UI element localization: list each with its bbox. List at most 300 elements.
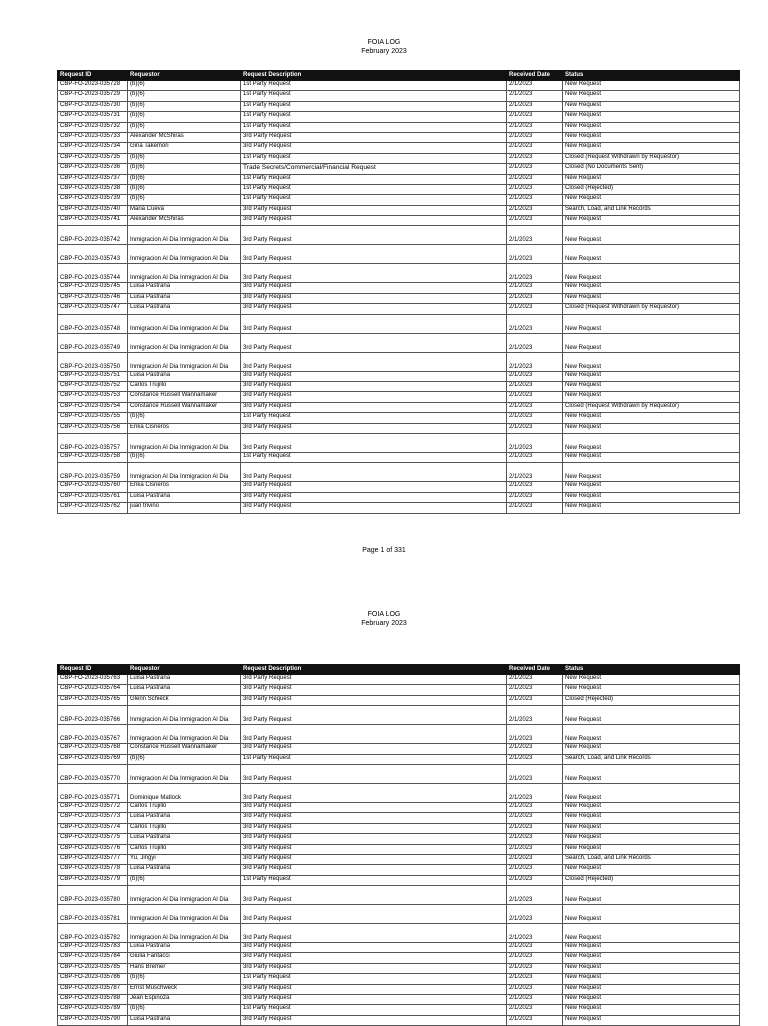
cell-request-description: 3rd Party Request: [241, 283, 507, 293]
cell-status: New Request: [563, 886, 740, 905]
cell-request-id: CBP-FO-2023-035750: [58, 352, 128, 371]
cell-request-description: 3rd Party Request: [241, 813, 507, 823]
cell-requestor: Constance Russell Wannamaker: [128, 744, 241, 754]
cell-status: New Request: [563, 174, 740, 184]
header-received-date: Received Date: [507, 665, 563, 675]
cell-request-id: CBP-FO-2023-035757: [58, 433, 128, 452]
cell-status: New Request: [563, 452, 740, 462]
table-row: [58, 744, 740, 754]
table-row: [58, 333, 740, 352]
cell-request-id: CBP-FO-2023-035789: [58, 1005, 128, 1015]
header-status: Status: [563, 665, 740, 675]
cell-request-description: 3rd Party Request: [241, 802, 507, 812]
table-row: [58, 754, 740, 764]
cell-received-date: 2/1/2023: [507, 492, 563, 502]
table-row: [58, 802, 740, 812]
cell-request-description: 3rd Party Request: [241, 333, 507, 352]
cell-requestor: Carlos Trujillo: [128, 382, 241, 392]
cell-received-date: 2/1/2023: [507, 823, 563, 833]
cell-status: Closed (Rejected): [563, 875, 740, 885]
cell-request-id: CBP-FO-2023-035742: [58, 226, 128, 245]
cell-requestor: (b)(6): [128, 875, 241, 885]
cell-request-description: 1st Party Request: [241, 174, 507, 184]
cell-request-description: 1st Party Request: [241, 974, 507, 984]
cell-request-id: CBP-FO-2023-035755: [58, 413, 128, 423]
cell-received-date: 2/1/2023: [507, 283, 563, 293]
cell-status: New Request: [563, 352, 740, 371]
cell-status: New Request: [563, 492, 740, 502]
table-row: [58, 725, 740, 744]
cell-received-date: 2/1/2023: [507, 195, 563, 205]
cell-request-id: CBP-FO-2023-035776: [58, 844, 128, 854]
cell-request-description: 3rd Party Request: [241, 764, 507, 783]
cell-request-id: CBP-FO-2023-035752: [58, 382, 128, 392]
cell-request-id: CBP-FO-2023-035765: [58, 695, 128, 705]
cell-requestor: Luisa Pastrana: [128, 685, 241, 695]
cell-status: Closed (Rejected): [563, 184, 740, 194]
log-title: FOIA LOG: [367, 611, 401, 618]
cell-request-description: 3rd Party Request: [241, 304, 507, 314]
table-row: [58, 482, 740, 492]
cell-status: New Request: [563, 813, 740, 823]
cell-request-description: 3rd Party Request: [241, 433, 507, 452]
cell-status: Search, Load, and Link Records: [563, 854, 740, 864]
header-request-description: Request Description: [241, 665, 507, 675]
cell-requestor: (b)(6): [128, 174, 241, 184]
table-row: [58, 865, 740, 875]
cell-requestor: Luisa Pastrana: [128, 492, 241, 502]
cell-received-date: 2/1/2023: [507, 205, 563, 215]
table-row: [58, 164, 740, 174]
table-row: [58, 953, 740, 963]
cell-received-date: 2/1/2023: [507, 844, 563, 854]
cell-received-date: 2/1/2023: [507, 164, 563, 174]
cell-request-description: 3rd Party Request: [241, 905, 507, 924]
cell-status: New Request: [563, 943, 740, 953]
cell-requestor: (b)(6): [128, 112, 241, 122]
cell-requestor: Dominique Matlock: [128, 783, 241, 802]
cell-request-description: 3rd Party Request: [241, 205, 507, 215]
cell-request-description: 3rd Party Request: [241, 132, 507, 142]
cell-requestor: Luisa Pastrana: [128, 1015, 241, 1025]
cell-status: New Request: [563, 264, 740, 283]
cell-status: New Request: [563, 823, 740, 833]
cell-request-description: 3rd Party Request: [241, 823, 507, 833]
cell-requestor: Luisa Pastrana: [128, 813, 241, 823]
cell-request-id: CBP-FO-2023-035779: [58, 875, 128, 885]
cell-request-description: 3rd Party Request: [241, 423, 507, 433]
table-row: [58, 304, 740, 314]
cell-request-id: CBP-FO-2023-035788: [58, 995, 128, 1005]
cell-request-description: 3rd Party Request: [241, 314, 507, 333]
cell-request-id: CBP-FO-2023-035731: [58, 112, 128, 122]
cell-requestor: Giulia Fantacci: [128, 953, 241, 963]
header-status: Status: [563, 71, 740, 81]
cell-requestor: Luisa Pastrana: [128, 371, 241, 381]
cell-requestor: Luisa Pastrana: [128, 293, 241, 303]
cell-received-date: 2/1/2023: [507, 744, 563, 754]
table-row: [58, 963, 740, 973]
cell-received-date: 2/1/2023: [507, 482, 563, 492]
cell-received-date: 2/1/2023: [507, 1015, 563, 1025]
cell-received-date: 2/1/2023: [507, 706, 563, 725]
table-row: [58, 132, 740, 142]
cell-requestor: (b)(6): [128, 164, 241, 174]
cell-request-description: 3rd Party Request: [241, 995, 507, 1005]
table-row: [58, 91, 740, 101]
cell-received-date: 2/1/2023: [507, 984, 563, 994]
cell-received-date: 2/1/2023: [507, 423, 563, 433]
cell-request-description: 3rd Party Request: [241, 392, 507, 402]
cell-status: New Request: [563, 905, 740, 924]
log-title: FOIA LOG: [367, 39, 401, 46]
cell-request-id: CBP-FO-2023-035761: [58, 492, 128, 502]
table-row: [58, 463, 740, 482]
cell-requestor: Inmigracion Al Dia Inmigracion Al Dia: [128, 924, 241, 943]
table-row: [58, 813, 740, 823]
cell-request-description: 3rd Party Request: [241, 371, 507, 381]
page-2: [0, 580, 768, 1024]
cell-request-id: CBP-FO-2023-035754: [58, 402, 128, 412]
table-row: [58, 122, 740, 132]
cell-requestor: Alexander McShiras: [128, 132, 241, 142]
cell-request-id: CBP-FO-2023-035751: [58, 371, 128, 381]
cell-requestor: Inmigracion Al Dia Inmigracion Al Dia: [128, 314, 241, 333]
table-row: [58, 433, 740, 452]
cell-received-date: 2/1/2023: [507, 143, 563, 153]
table-row: [58, 823, 740, 833]
table-row: [58, 382, 740, 392]
cell-request-description: 3rd Party Request: [241, 854, 507, 864]
cell-status: New Request: [563, 953, 740, 963]
cell-received-date: 2/1/2023: [507, 314, 563, 333]
cell-request-description: 3rd Party Request: [241, 744, 507, 754]
cell-request-description: 1st Party Request: [241, 875, 507, 885]
cell-received-date: 2/1/2023: [507, 503, 563, 513]
cell-requestor: Gina Takemori: [128, 143, 241, 153]
cell-status: New Request: [563, 844, 740, 854]
cell-request-id: CBP-FO-2023-035772: [58, 802, 128, 812]
cell-status: New Request: [563, 865, 740, 875]
cell-status: New Request: [563, 195, 740, 205]
cell-status: Closed (No Documents Sent): [563, 164, 740, 174]
cell-request-description: 3rd Party Request: [241, 675, 507, 685]
cell-requestor: (b)(6): [128, 101, 241, 111]
cell-request-id: CBP-FO-2023-035730: [58, 101, 128, 111]
cell-requestor: (b)(6): [128, 452, 241, 462]
cell-request-id: CBP-FO-2023-035770: [58, 764, 128, 783]
cell-requestor: (b)(6): [128, 122, 241, 132]
table-row: [58, 245, 740, 264]
table-row: [58, 783, 740, 802]
cell-request-id: CBP-FO-2023-035728: [58, 81, 128, 91]
cell-requestor: Inmigracion Al Dia Inmigracion Al Dia: [128, 226, 241, 245]
cell-status: New Request: [563, 101, 740, 111]
cell-request-id: CBP-FO-2023-035741: [58, 216, 128, 226]
table-body: [58, 675, 740, 1026]
cell-requestor: Inmigracion Al Dia Inmigracion Al Dia: [128, 706, 241, 725]
cell-requestor: Luisa Pastrana: [128, 283, 241, 293]
cell-requestor: Inmigracion Al Dia Inmigracion Al Dia: [128, 264, 241, 283]
cell-status: New Request: [563, 423, 740, 433]
cell-request-id: CBP-FO-2023-035787: [58, 984, 128, 994]
cell-request-id: CBP-FO-2023-035774: [58, 823, 128, 833]
table-row: [58, 685, 740, 695]
cell-request-description: 3rd Party Request: [241, 963, 507, 973]
cell-request-description: 3rd Party Request: [241, 264, 507, 283]
cell-request-description: 1st Party Request: [241, 754, 507, 764]
cell-status: New Request: [563, 245, 740, 264]
table-row: [58, 216, 740, 226]
cell-requestor: (b)(6): [128, 91, 241, 101]
cell-requestor: Inmigracion Al Dia Inmigracion Al Dia: [128, 725, 241, 744]
cell-received-date: 2/1/2023: [507, 226, 563, 245]
cell-received-date: 2/1/2023: [507, 122, 563, 132]
cell-request-id: CBP-FO-2023-035785: [58, 963, 128, 973]
cell-request-description: 1st Party Request: [241, 452, 507, 462]
cell-request-id: CBP-FO-2023-035773: [58, 813, 128, 823]
cell-received-date: 2/1/2023: [507, 174, 563, 184]
cell-requestor: Inmigracion Al Dia Inmigracion Al Dia: [128, 764, 241, 783]
cell-requestor: Maria Cueva: [128, 205, 241, 215]
cell-requestor: Luisa Pastrana: [128, 834, 241, 844]
page-title: [0, 610, 768, 628]
cell-status: New Request: [563, 216, 740, 226]
table-row: [58, 371, 740, 381]
cell-request-id: CBP-FO-2023-035738: [58, 184, 128, 194]
cell-request-description: 3rd Party Request: [241, 352, 507, 371]
cell-request-description: 3rd Party Request: [241, 924, 507, 943]
cell-status: New Request: [563, 503, 740, 513]
cell-requestor: Luisa Pastrana: [128, 304, 241, 314]
cell-request-description: 1st Party Request: [241, 413, 507, 423]
cell-request-description: 1st Party Request: [241, 1005, 507, 1015]
cell-status: New Request: [563, 81, 740, 91]
table-row: [58, 924, 740, 943]
cell-status: New Request: [563, 314, 740, 333]
cell-received-date: 2/1/2023: [507, 725, 563, 744]
cell-received-date: 2/1/2023: [507, 216, 563, 226]
cell-requestor: Carlos Trujillo: [128, 802, 241, 812]
cell-requestor: Constance Russell Wannamaker: [128, 402, 241, 412]
table-row: [58, 283, 740, 293]
cell-request-description: 3rd Party Request: [241, 953, 507, 963]
log-subtitle: February 2023: [361, 620, 407, 627]
cell-request-description: 3rd Party Request: [241, 1015, 507, 1025]
cell-request-id: CBP-FO-2023-035771: [58, 783, 128, 802]
table-row: [58, 101, 740, 111]
foia-log-table: [57, 664, 740, 1026]
cell-requestor: Carlos Trujillo: [128, 844, 241, 854]
cell-received-date: 2/1/2023: [507, 754, 563, 764]
cell-status: New Request: [563, 995, 740, 1005]
cell-received-date: 2/1/2023: [507, 293, 563, 303]
cell-received-date: 2/1/2023: [507, 452, 563, 462]
header-received-date: Received Date: [507, 71, 563, 81]
table-row: [58, 844, 740, 854]
cell-request-id: CBP-FO-2023-035762: [58, 503, 128, 513]
cell-status: New Request: [563, 834, 740, 844]
cell-request-description: 3rd Party Request: [241, 492, 507, 502]
cell-requestor: Inmigracion Al Dia Inmigracion Al Dia: [128, 352, 241, 371]
cell-request-description: 3rd Party Request: [241, 482, 507, 492]
cell-received-date: 2/1/2023: [507, 834, 563, 844]
cell-request-description: 3rd Party Request: [241, 943, 507, 953]
table-row: [58, 314, 740, 333]
cell-request-description: 3rd Party Request: [241, 463, 507, 482]
cell-requestor: Glenn Schieck: [128, 695, 241, 705]
table-row: [58, 293, 740, 303]
cell-received-date: 2/1/2023: [507, 953, 563, 963]
cell-request-id: CBP-FO-2023-035763: [58, 675, 128, 685]
cell-status: Closed (Request Withdrawn by Requestor): [563, 402, 740, 412]
cell-received-date: 2/1/2023: [507, 371, 563, 381]
cell-status: New Request: [563, 924, 740, 943]
cell-received-date: 2/1/2023: [507, 905, 563, 924]
table-row: [58, 81, 740, 91]
table-row: [58, 905, 740, 924]
cell-requestor: Erika Cisneros: [128, 482, 241, 492]
cell-received-date: 2/1/2023: [507, 802, 563, 812]
cell-received-date: 2/1/2023: [507, 112, 563, 122]
cell-status: New Request: [563, 984, 740, 994]
cell-requestor: Inmigracion Al Dia Inmigracion Al Dia: [128, 886, 241, 905]
cell-request-id: CBP-FO-2023-035739: [58, 195, 128, 205]
table-row: [58, 984, 740, 994]
cell-received-date: 2/1/2023: [507, 245, 563, 264]
table-body: [58, 81, 740, 514]
cell-request-id: CBP-FO-2023-035777: [58, 854, 128, 864]
header-request-description: Request Description: [241, 71, 507, 81]
cell-received-date: 2/1/2023: [507, 101, 563, 111]
cell-requestor: Erika Cisneros: [128, 423, 241, 433]
cell-requestor: Inmigracion Al Dia Inmigracion Al Dia: [128, 245, 241, 264]
cell-status: New Request: [563, 413, 740, 423]
cell-request-id: CBP-FO-2023-035746: [58, 293, 128, 303]
cell-request-id: CBP-FO-2023-035748: [58, 314, 128, 333]
foia-log-table: [57, 70, 740, 514]
cell-received-date: 2/1/2023: [507, 995, 563, 1005]
cell-status: New Request: [563, 725, 740, 744]
cell-request-description: 1st Party Request: [241, 112, 507, 122]
table-row: [58, 153, 740, 163]
cell-status: New Request: [563, 1005, 740, 1015]
cell-received-date: 2/1/2023: [507, 264, 563, 283]
cell-status: New Request: [563, 371, 740, 381]
cell-requestor: (b)(6): [128, 184, 241, 194]
cell-request-id: CBP-FO-2023-035780: [58, 886, 128, 905]
cell-request-description: 1st Party Request: [241, 81, 507, 91]
cell-requestor: (b)(6): [128, 195, 241, 205]
cell-request-id: CBP-FO-2023-035753: [58, 392, 128, 402]
cell-request-id: CBP-FO-2023-035749: [58, 333, 128, 352]
cell-received-date: 2/1/2023: [507, 695, 563, 705]
table-row: [58, 143, 740, 153]
cell-request-id: CBP-FO-2023-035744: [58, 264, 128, 283]
table-row: [58, 402, 740, 412]
cell-request-id: CBP-FO-2023-035786: [58, 974, 128, 984]
cell-received-date: 2/1/2023: [507, 433, 563, 452]
cell-request-description: 1st Party Request: [241, 91, 507, 101]
cell-status: Closed (Rejected): [563, 695, 740, 705]
cell-requestor: (b)(6): [128, 413, 241, 423]
cell-requestor: Carlos Trujillo: [128, 823, 241, 833]
cell-status: New Request: [563, 226, 740, 245]
cell-requestor: Luisa Pastrana: [128, 943, 241, 953]
cell-received-date: 2/1/2023: [507, 392, 563, 402]
cell-request-description: 3rd Party Request: [241, 834, 507, 844]
cell-requestor: (b)(6): [128, 81, 241, 91]
cell-request-id: CBP-FO-2023-035756: [58, 423, 128, 433]
cell-status: New Request: [563, 132, 740, 142]
cell-status: New Request: [563, 685, 740, 695]
cell-status: Closed (Request Withdrawn by Requestor): [563, 153, 740, 163]
cell-received-date: 2/1/2023: [507, 333, 563, 352]
table-header-row: [58, 665, 740, 675]
cell-request-description: 3rd Party Request: [241, 783, 507, 802]
cell-status: New Request: [563, 675, 740, 685]
cell-request-id: CBP-FO-2023-035743: [58, 245, 128, 264]
table-row: [58, 974, 740, 984]
cell-status: Search, Load, and Link Records: [563, 205, 740, 215]
table-row: [58, 195, 740, 205]
table-row: [58, 352, 740, 371]
cell-status: New Request: [563, 293, 740, 303]
cell-received-date: 2/1/2023: [507, 963, 563, 973]
cell-request-id: CBP-FO-2023-035729: [58, 91, 128, 101]
table-row: [58, 392, 740, 402]
cell-status: New Request: [563, 122, 740, 132]
log-subtitle: February 2023: [361, 48, 407, 55]
cell-status: New Request: [563, 706, 740, 725]
cell-received-date: 2/1/2023: [507, 875, 563, 885]
cell-status: New Request: [563, 744, 740, 754]
cell-request-description: 3rd Party Request: [241, 226, 507, 245]
cell-received-date: 2/1/2023: [507, 974, 563, 984]
cell-request-id: CBP-FO-2023-035767: [58, 725, 128, 744]
cell-requestor: Hans Bremer: [128, 963, 241, 973]
cell-status: New Request: [563, 333, 740, 352]
cell-status: Closed (Request Withdrawn by Requestor): [563, 304, 740, 314]
page-footer: Page 1 of 331: [362, 547, 406, 554]
table-row: [58, 695, 740, 705]
cell-status: New Request: [563, 482, 740, 492]
cell-received-date: 2/1/2023: [507, 132, 563, 142]
cell-requestor: Alexander McShiras: [128, 216, 241, 226]
cell-requestor: (b)(6): [128, 153, 241, 163]
cell-request-id: CBP-FO-2023-035784: [58, 953, 128, 963]
table-row: [58, 675, 740, 685]
cell-received-date: 2/1/2023: [507, 813, 563, 823]
cell-received-date: 2/1/2023: [507, 352, 563, 371]
cell-received-date: 2/1/2023: [507, 924, 563, 943]
table-row: [58, 854, 740, 864]
cell-status: New Request: [563, 112, 740, 122]
header-requestor: Requestor: [128, 71, 241, 81]
cell-requestor: juan trivino: [128, 503, 241, 513]
cell-status: New Request: [563, 783, 740, 802]
cell-received-date: 2/1/2023: [507, 854, 563, 864]
table-row: [58, 423, 740, 433]
cell-request-description: 1st Party Request: [241, 195, 507, 205]
cell-request-description: Trade Secrets/Commercial/Financial Request: [241, 164, 507, 174]
cell-request-description: 1st Party Request: [241, 101, 507, 111]
cell-request-id: CBP-FO-2023-035768: [58, 744, 128, 754]
cell-requestor: Inmigracion Al Dia Inmigracion Al Dia: [128, 433, 241, 452]
cell-request-description: 3rd Party Request: [241, 886, 507, 905]
cell-request-id: CBP-FO-2023-035782: [58, 924, 128, 943]
cell-request-description: 3rd Party Request: [241, 143, 507, 153]
